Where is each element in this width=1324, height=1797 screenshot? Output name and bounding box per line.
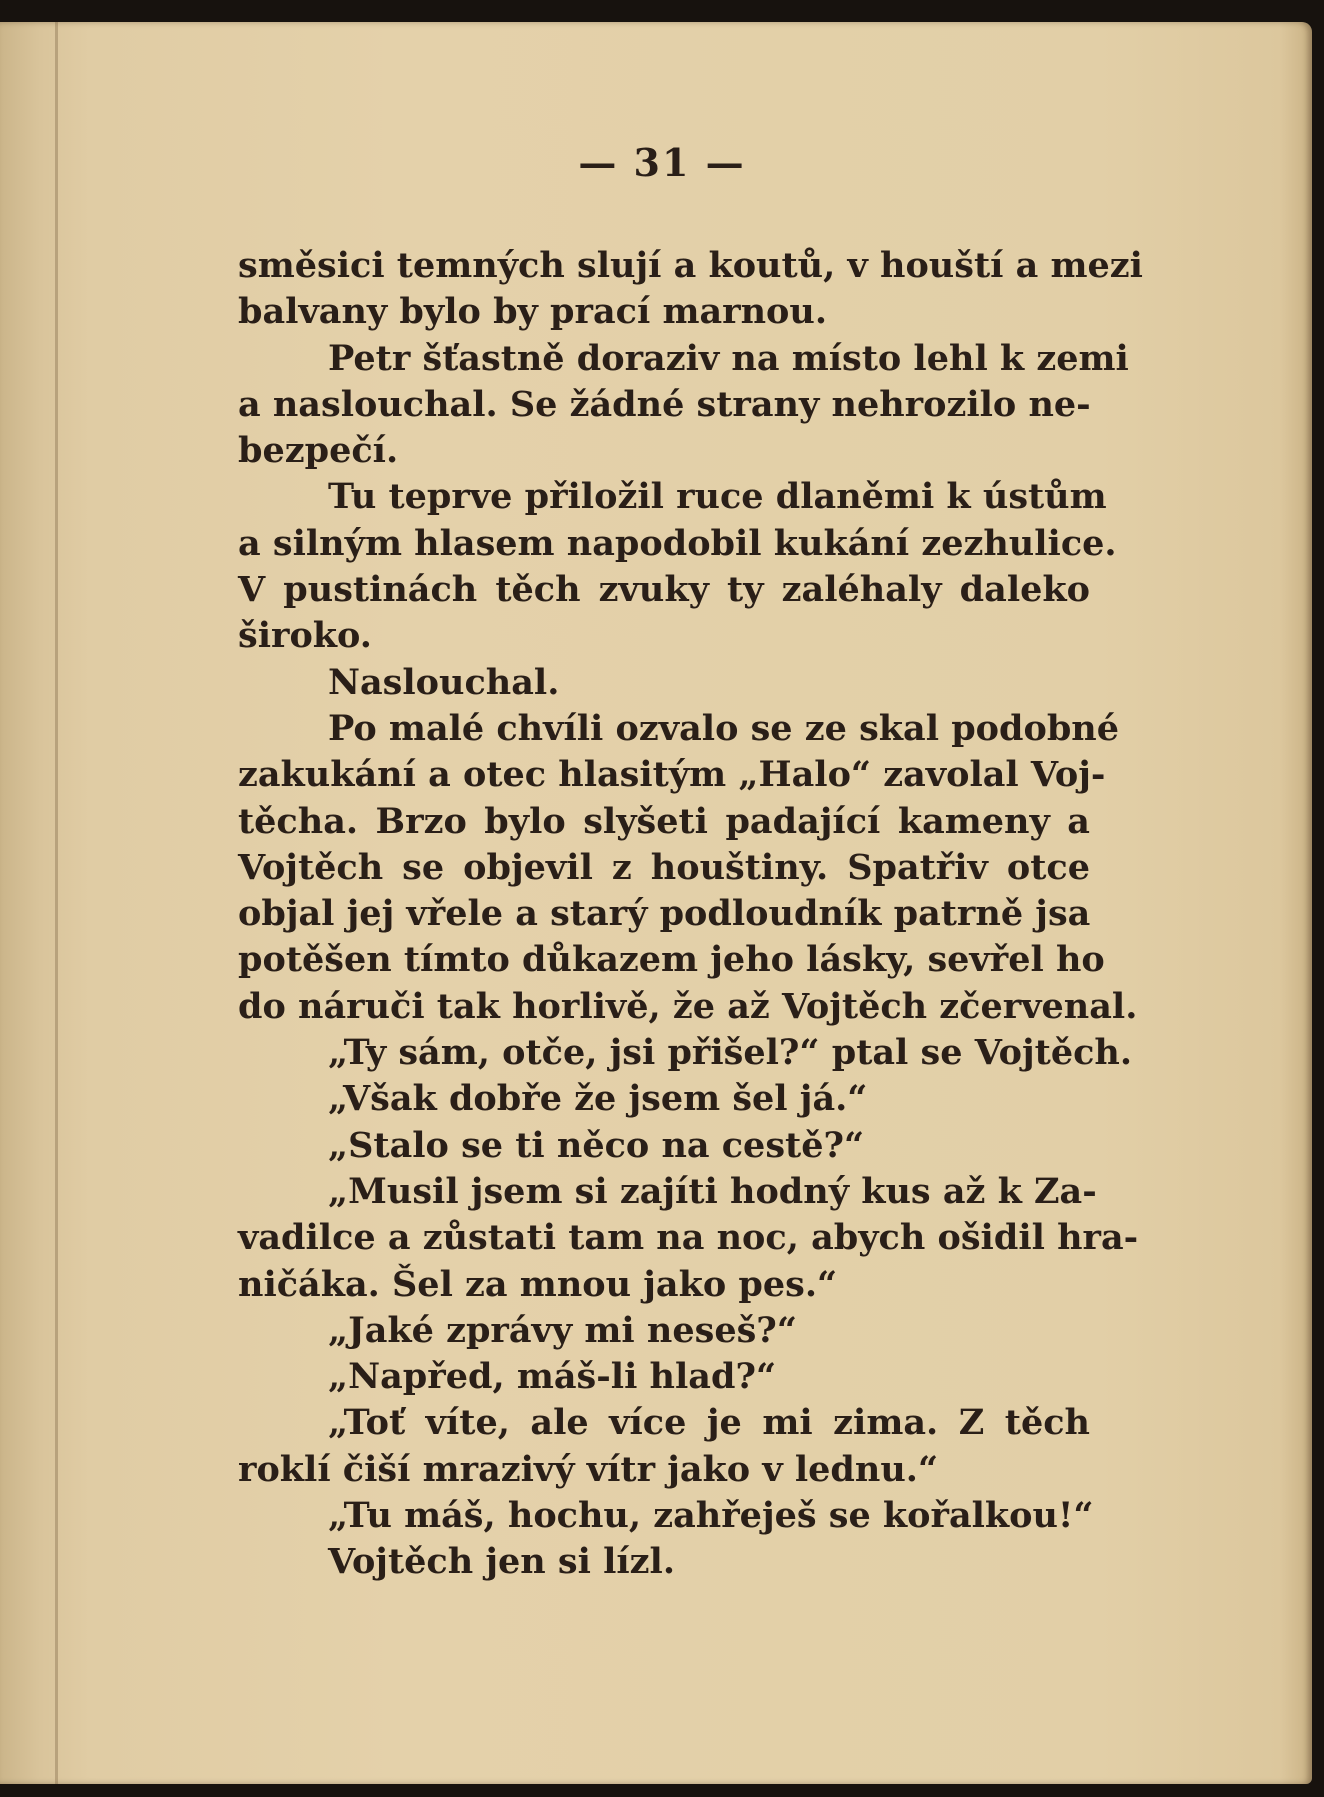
text-line: objal jej vřele a starý podloudník patrně jsa [238, 893, 1091, 935]
text-line: „Jaké zprávy mi neseš?“ [328, 1309, 797, 1351]
text-line: Tu teprve přiložil ruce dlaněmi k ústům [328, 476, 1107, 518]
text-line: a silným hlasem napodobil kukání zezhulice. [238, 522, 1117, 564]
text-line: široko. [238, 615, 372, 657]
text-line: „Ty sám, otče, jsi přišel?“ ptal se Vojtěch. [328, 1032, 1133, 1074]
body-text [238, 243, 1143, 1586]
text-line: roklí čiší mrazivý vítr jako v lednu.“ [238, 1448, 939, 1490]
text-line: „Však dobře že jsem šel já.“ [328, 1078, 868, 1120]
text-line: Vojtěch jen si lízl. [328, 1541, 676, 1583]
text-line: Po malé chvíli ozvalo se ze skal podobné [328, 707, 1120, 749]
text-line: ničáka. Šel za mnou jako pes.“ [238, 1263, 838, 1305]
text-line: zakukání a otec hlasitým „Halo“ zavolal Voj- [238, 754, 1106, 796]
text-line: „Toť víte, ale více je mi zima. Z těch [328, 1402, 1090, 1444]
text-line: „Stalo se ti něco na cestě?“ [328, 1124, 865, 1166]
text-line: Vojtěch se objevil z houštiny. Spatřiv otce [238, 846, 1090, 888]
text-line: potěšen tímto důkazem jeho lásky, sevřel ho [238, 939, 1105, 981]
page-gutter [55, 22, 58, 1784]
text-line: Naslouchal. [328, 661, 560, 703]
text-line: těcha. Brzo bylo slyšeti padající kameny a [238, 800, 1090, 842]
text-line: „Tu máš, hochu, zahřeješ se kořalkou!“ [328, 1495, 1094, 1537]
text-line: směsici temných slují a koutů, v houští a mezi [238, 245, 1143, 286]
text-line: vadilce a zůstati tam na noc, abych ošidil hra- [238, 1217, 1139, 1259]
text-line: „Musil jsem si zajíti hodný kus až k Za- [328, 1170, 1097, 1212]
text-line: Petr šťastně doraziv na místo lehl k zemi [328, 337, 1129, 379]
text-line: balvany bylo by prací marnou. [238, 291, 828, 333]
text-line: „Napřed, máš-li hlad?“ [328, 1356, 777, 1398]
page-number: — 31 — [578, 140, 746, 185]
text-line: V pustinách těch zvuky ty zaléhaly daleko [238, 569, 1090, 611]
text-line: do náruči tak horlivě, že až Vojtěch zčervenal. [238, 985, 1138, 1027]
text-line: bezpečí. [238, 430, 399, 472]
text-line: a naslouchal. Se žádné strany nehrozilo ne- [238, 383, 1091, 425]
